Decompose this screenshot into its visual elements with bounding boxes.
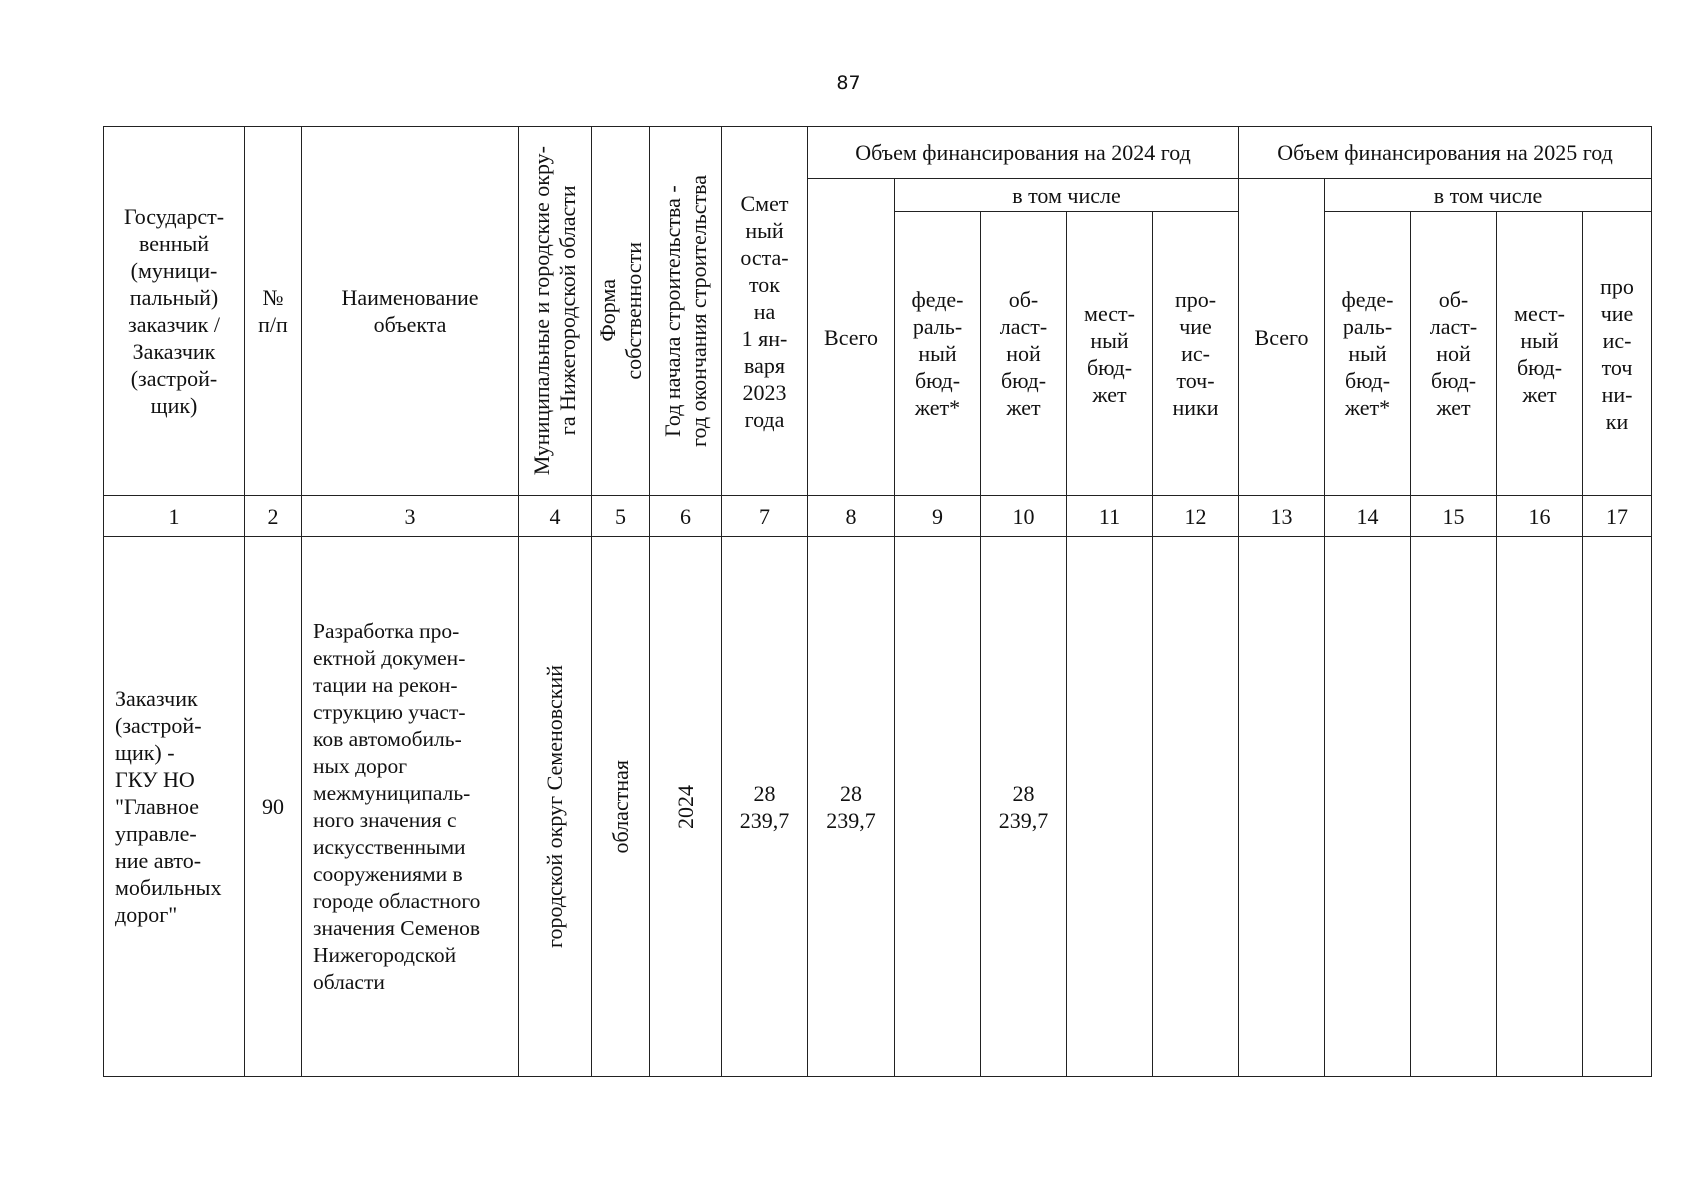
header-ownership: Форма собственности — [592, 127, 650, 496]
header-fin-2025: Объем финансирования на 2025 год — [1239, 127, 1652, 179]
table-row — [104, 537, 1652, 1077]
column-number: 10 — [981, 496, 1067, 537]
column-number: 4 — [519, 496, 592, 537]
column-number: 12 — [1153, 496, 1239, 537]
header-including-2025: в том числе — [1325, 179, 1652, 212]
header-fin-2024: Объем финансирования на 2024 год — [808, 127, 1239, 179]
column-number: 2 — [245, 496, 302, 537]
column-number: 11 — [1067, 496, 1153, 537]
header-regional-2025: об- ласт- ной бюд- жет — [1411, 212, 1497, 496]
page-number: 87 — [836, 72, 861, 94]
header-other-2025: про чие ис- точ ни- ки — [1583, 212, 1652, 496]
financing-table — [103, 126, 1652, 1077]
column-number: 16 — [1497, 496, 1583, 537]
cell-years: 2024 — [650, 537, 722, 1077]
header-municipalities: Муниципальные и городские окру- га Нижегородской области — [519, 127, 592, 496]
header-object-name: Наименование объекта — [302, 127, 519, 496]
cell-num: 90 — [245, 537, 302, 1077]
column-number: 13 — [1239, 496, 1325, 537]
header-local-2024: мест- ный бюд- жет — [1067, 212, 1153, 496]
column-number: 9 — [895, 496, 981, 537]
header-regional-2024: об- ласт- ной бюд- жет — [981, 212, 1067, 496]
column-number: 6 — [650, 496, 722, 537]
cell-local-2025 — [1497, 537, 1583, 1077]
cell-federal-2024 — [895, 537, 981, 1077]
cell-total-2024: 28 239,7 — [808, 537, 895, 1077]
header-federal-2024: феде- раль- ный бюд- жет* — [895, 212, 981, 496]
header-other-2024: про- чие ис- точ- ники — [1153, 212, 1239, 496]
header-years: Год начала строительства - год окончания строительства — [650, 127, 722, 496]
header-estimate: Смет ный оста- ток на 1 ян- варя 2023 года — [722, 127, 808, 496]
column-number: 5 — [592, 496, 650, 537]
header-including-2024: в том числе — [895, 179, 1239, 212]
header-total-2025: Всего — [1239, 179, 1325, 496]
column-number: 17 — [1583, 496, 1652, 537]
column-number: 14 — [1325, 496, 1411, 537]
cell-regional-2024: 28 239,7 — [981, 537, 1067, 1077]
cell-local-2024 — [1067, 537, 1153, 1077]
header-local-2025: мест- ный бюд- жет — [1497, 212, 1583, 496]
cell-other-2024 — [1153, 537, 1239, 1077]
cell-customer: Заказчик (застрой- щик) - ГКУ НО "Главное управле- ние авто- мобильных дорог" — [104, 537, 245, 1077]
column-number: 7 — [722, 496, 808, 537]
column-number: 8 — [808, 496, 895, 537]
header-total-2024: Всего — [808, 179, 895, 496]
cell-other-2025 — [1583, 537, 1652, 1077]
cell-ownership: областная — [592, 537, 650, 1077]
column-number: 3 — [302, 496, 519, 537]
header-federal-2025: феде- раль- ный бюд- жет* — [1325, 212, 1411, 496]
cell-object-name: Разработка про- ектной докумен- тации на рекон- струкцию участ- ков автомобиль- ных дорог межмуниципаль- ного значения с искусственными сооружениями в городе областного значения Семенов Нижегородской области — [302, 537, 519, 1077]
cell-estimate: 28 239,7 — [722, 537, 808, 1077]
column-number: 1 — [104, 496, 245, 537]
header-customer: Государст- венный (муници- пальный) заказчик / Заказчик (застрой- щик) — [104, 127, 245, 496]
cell-municipality: городской округ Семеновский — [519, 537, 592, 1077]
cell-regional-2025 — [1411, 537, 1497, 1077]
column-number-row — [104, 496, 1652, 537]
header-num: № п/п — [245, 127, 302, 496]
column-number: 15 — [1411, 496, 1497, 537]
cell-federal-2025 — [1325, 537, 1411, 1077]
cell-total-2025 — [1239, 537, 1325, 1077]
